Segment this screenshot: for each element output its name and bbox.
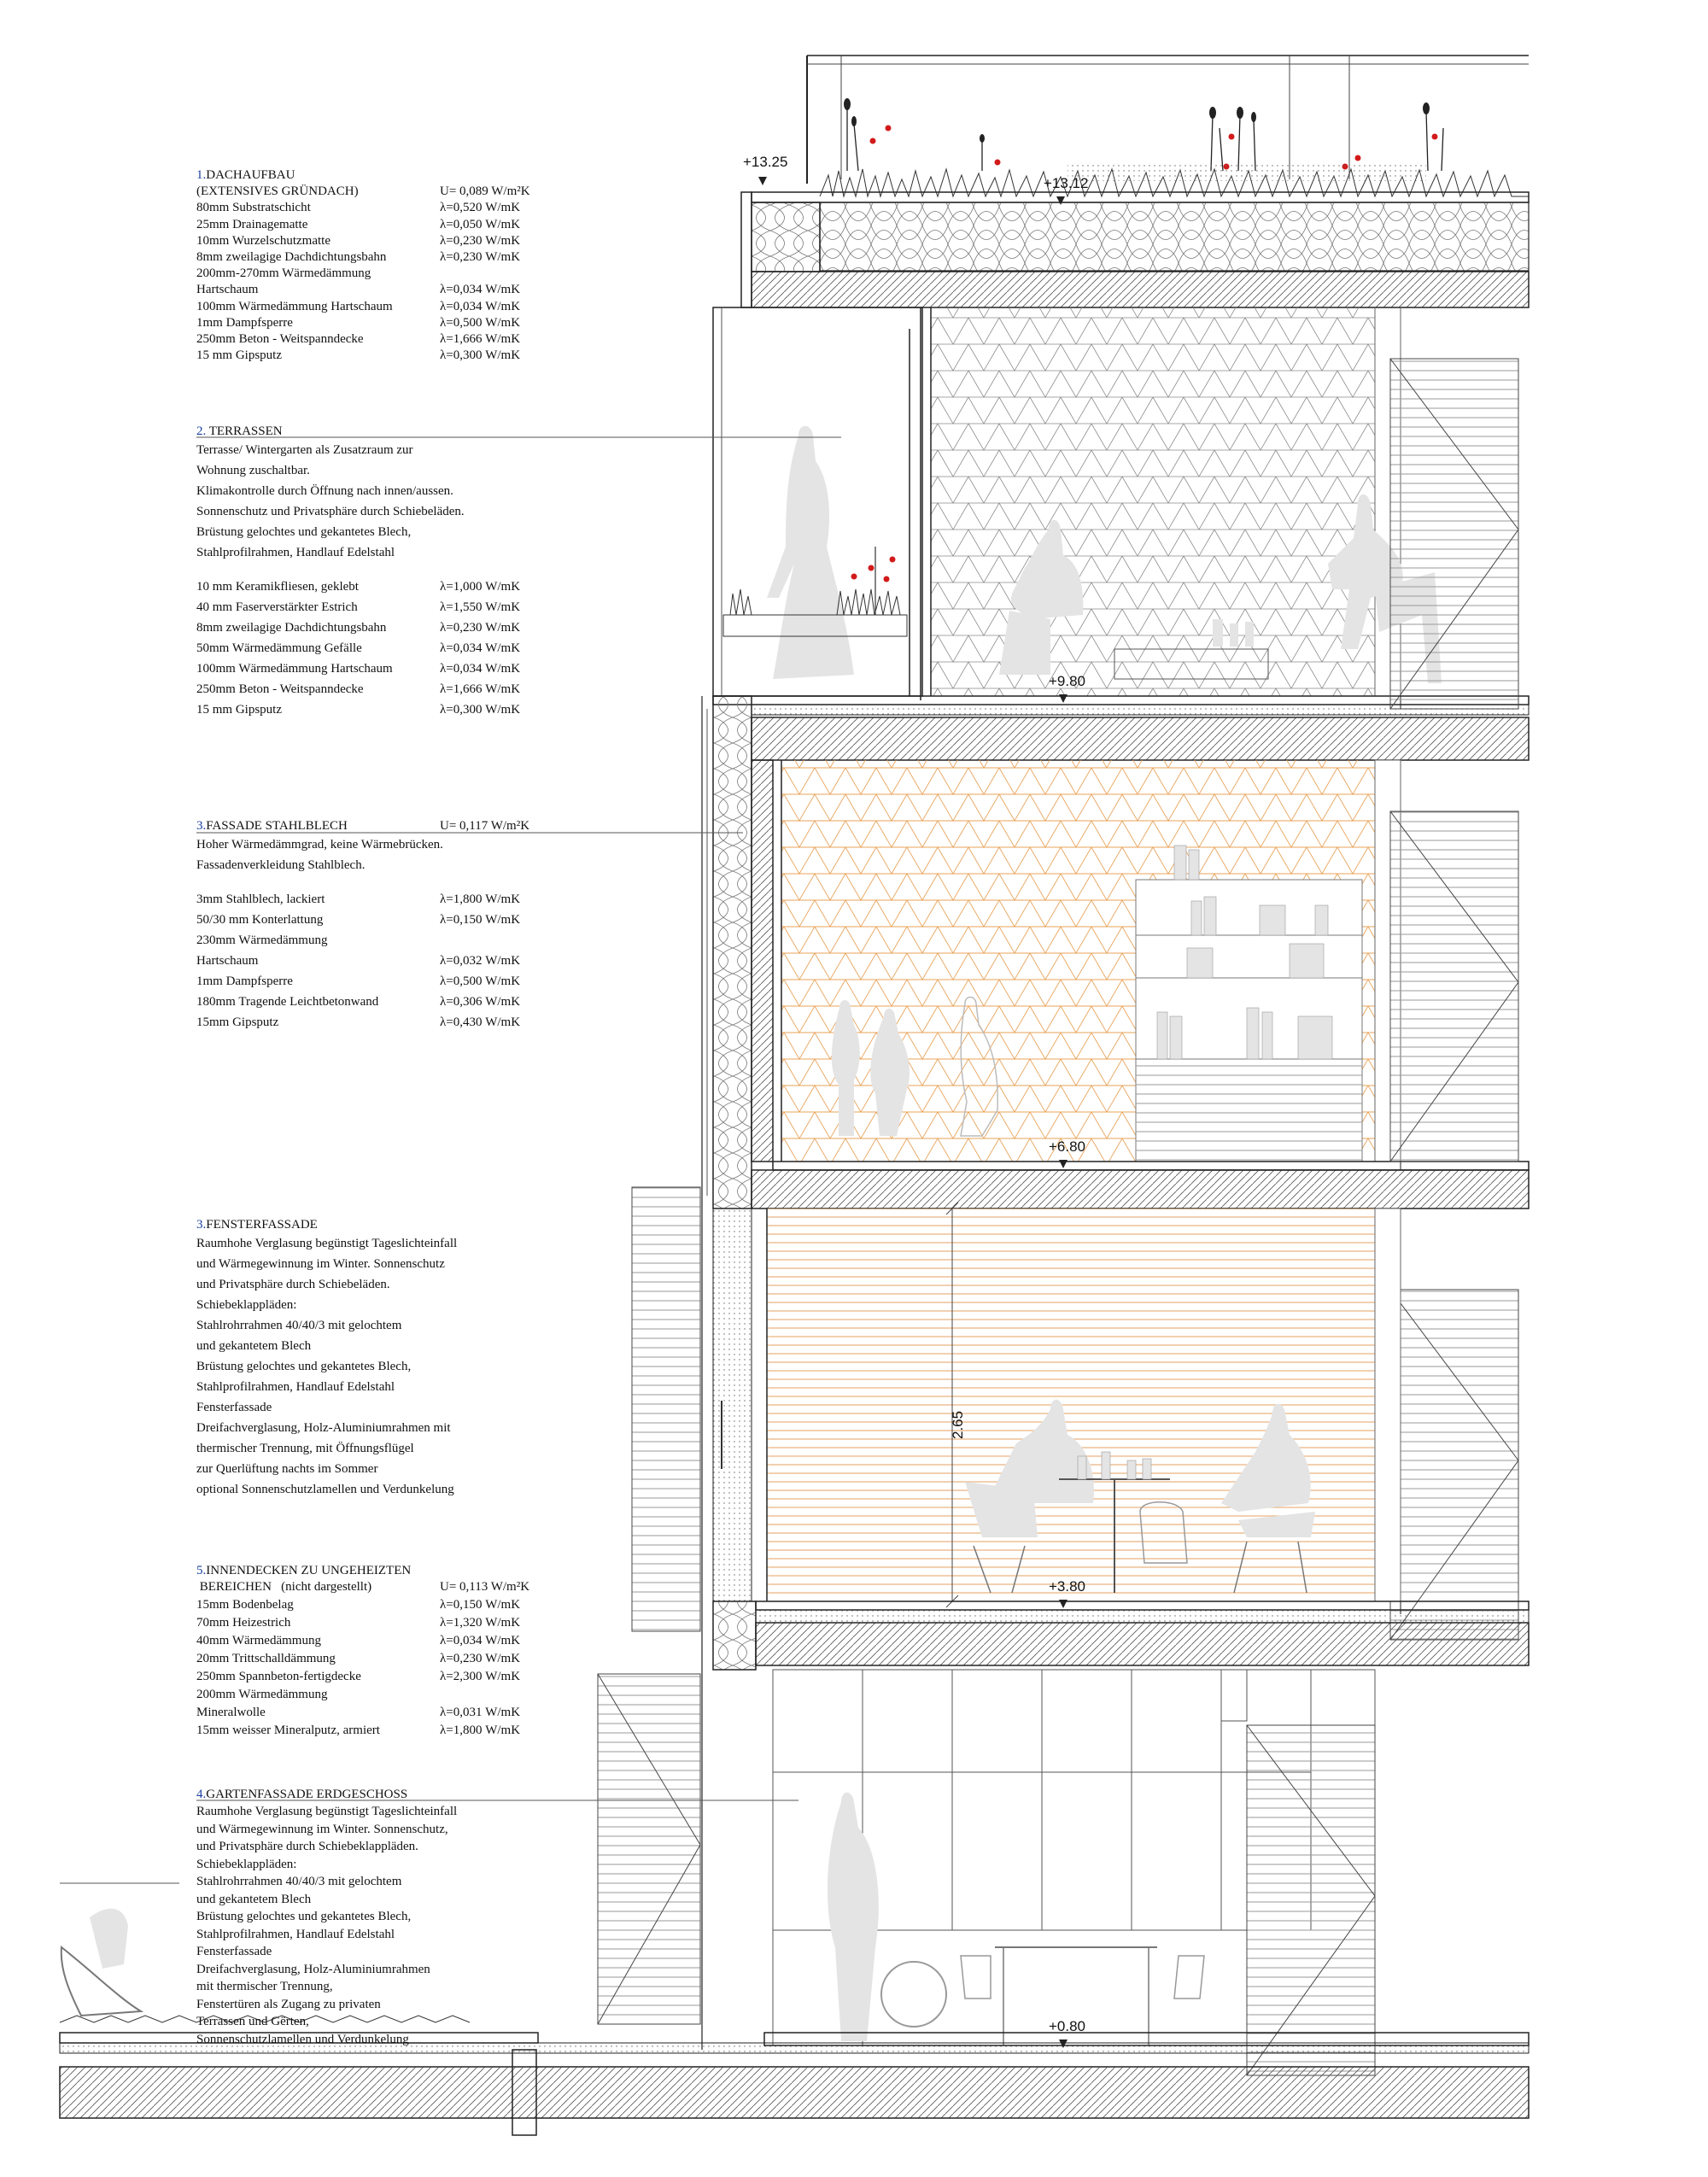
spec-row (196, 1015, 521, 1035)
row-value: λ=0,032 W/mK (440, 954, 521, 969)
roof-slab (741, 192, 1529, 307)
spec-row (196, 600, 521, 620)
spec-row (196, 912, 521, 933)
spec-row (196, 315, 521, 331)
row-label: BEREICHEN (nicht dargestellt) (196, 1580, 372, 1595)
spec-title: TERRASSEN (208, 424, 283, 438)
row-value: λ=0,520 W/mK (440, 201, 521, 215)
row-value: λ=0,034 W/mK (440, 641, 521, 656)
row-value: U= 0,113 W/m²K (440, 1580, 530, 1595)
row-label: 100mm Wärmedämmung Hartschaum (196, 662, 393, 676)
spec-innendecken (196, 1563, 530, 1741)
spec-title: DACHAUFBAU (206, 168, 295, 182)
spec-heading (196, 1217, 457, 1233)
spec-row (196, 249, 521, 266)
spec-desc: und Privatsphäre durch Schiebeläden. (196, 1278, 390, 1292)
spec-row (196, 348, 521, 364)
row-label: 15 mm Gipsputz (196, 703, 282, 717)
spec-desc: optional Sonnenschutzlamellen und Verdunkelung (196, 1483, 454, 1497)
spec-desc: und gekantetem Blech (196, 1339, 312, 1354)
row-label: 15mm weisser Mineralputz, armiert (196, 1723, 380, 1738)
row-label: 70mm Heizestrich (196, 1616, 291, 1630)
row-label: 40mm Wärmedämmung (196, 1634, 321, 1648)
row-value: λ=0,034 W/mK (440, 299, 521, 313)
middle-floor-room (781, 760, 1401, 1162)
row-label: 1mm Dampfsperre (196, 315, 293, 330)
row-value: λ=0,230 W/mK (440, 233, 521, 248)
spec-desc: Fensterfassade (196, 1945, 272, 1959)
spec-title: GARTENFASSADE ERDGESCHOSS (206, 1788, 408, 1801)
spec-row (196, 953, 521, 974)
row-value: λ=0,230 W/mK (440, 621, 521, 635)
window-floor-room (632, 1187, 1401, 1631)
slab-680 (752, 1162, 1529, 1208)
spec-desc: und Wärmegewinnung im Winter. Sonnenschutz (196, 1257, 445, 1272)
row-label: 15mm Bodenbelag (196, 1598, 294, 1612)
spec-desc: Stahlprofilrahmen, Handlauf Edelstahl (196, 1927, 395, 1941)
spec-heading (196, 424, 465, 440)
spec-number: 4. (196, 1788, 207, 1801)
spec-row (196, 1615, 521, 1633)
row-label: 230mm Wärmedämmung (196, 933, 328, 948)
spec-gartenfassade (196, 1787, 457, 2048)
row-label: 250mm Beton - Weitspanndecke (196, 682, 364, 697)
spec-desc: Stahlprofilrahmen, Handlauf Edelstahl (196, 546, 395, 560)
row-label: 80mm Substratschicht (196, 201, 311, 215)
spec-desc: Wohnung zuschaltbar. (196, 464, 310, 478)
row-label: 200mm Wärmedämmung (196, 1688, 328, 1702)
row-value: λ=1,550 W/mK (440, 600, 521, 615)
spec-desc: Klimakontrolle durch Öffnung nach innen/aussen. (196, 484, 453, 499)
spec-row (196, 233, 521, 249)
row-label: 3mm Stahlblech, lackiert (196, 892, 325, 907)
spec-u-value: U= 0,117 W/m²K (440, 819, 530, 833)
row-value: λ=1,800 W/mK (440, 1723, 521, 1738)
row-value: λ=0,430 W/mK (440, 1015, 521, 1030)
row-label: Hartschaum (196, 954, 259, 969)
spec-desc: Brüstung gelochtes und gekantetes Blech, (196, 1910, 412, 1924)
row-value: λ=1,800 W/mK (440, 892, 521, 907)
row-value: λ=2,300 W/mK (440, 1670, 521, 1684)
top-floor-room (921, 307, 1442, 700)
row-label: 250mm Beton - Weitspanndecke (196, 331, 364, 346)
row-value: λ=1,666 W/mK (440, 682, 521, 697)
spec-heading (196, 818, 530, 834)
spec-number: 5. (196, 1564, 207, 1577)
row-label: 15mm Gipsputz (196, 1015, 279, 1030)
row-value: λ=0,050 W/mK (440, 217, 521, 231)
spec-desc: thermischer Trennung, mit Öffnungsflügel (196, 1442, 414, 1456)
level-label-1325: +13.25 (743, 154, 788, 170)
row-value: λ=0,034 W/mK (440, 1634, 521, 1648)
spec-row (196, 1669, 521, 1687)
row-label: 8mm zweilagige Dachdichtungsbahn (196, 249, 387, 264)
spec-row (196, 620, 521, 641)
spec-row (196, 994, 521, 1015)
spec-row (196, 184, 530, 200)
spec-desc: und Privatsphäre durch Schiebeklappläden. (196, 1840, 418, 1854)
spec-row (196, 200, 521, 216)
row-label: 50/30 mm Konterlattung (196, 913, 324, 928)
spec-heading (196, 1787, 457, 1803)
spec-title: FENSTERFASSADE (206, 1218, 318, 1232)
row-label: 100mm Wärmedämmung Hartschaum (196, 299, 393, 313)
spec-desc: und gekantetem Blech (196, 1892, 312, 1906)
spec-desc: Brüstung gelochtes und gekantetes Blech, (196, 525, 412, 540)
row-label: 10mm Wurzelschutzmatte (196, 233, 330, 248)
spec-number: 1. (196, 168, 207, 182)
spec-fensterfassade (196, 1217, 457, 1500)
spec-row (196, 641, 521, 661)
row-label: 200mm-270mm Wärmedämmung (196, 266, 371, 281)
spec-row (196, 702, 521, 723)
spec-terrassen (196, 424, 521, 723)
level-label-1312: +13.12 (1044, 175, 1089, 191)
row-label: 40 mm Faserverstärkter Estrich (196, 600, 358, 615)
row-value: λ=0,031 W/mK (440, 1706, 521, 1720)
spec-desc: Brüstung gelochtes und gekantetes Blech, (196, 1360, 412, 1374)
spec-number: 3. (196, 819, 207, 833)
row-label: Hartschaum (196, 283, 259, 297)
row-value: λ=0,034 W/mK (440, 283, 521, 297)
spec-desc: und Wärmegewinnung im Winter. Sonnenschutz, (196, 1822, 448, 1836)
level-label-380: +3.80 (1049, 1578, 1086, 1595)
spec-desc: Raumhohe Verglasung begünstigt Tageslichteinfall (196, 1805, 458, 1819)
row-value: λ=1,666 W/mK (440, 331, 521, 346)
spec-row (196, 1633, 521, 1651)
spec-desc: Stahlrohrrahmen 40/40/3 mit gelochtem (196, 1875, 402, 1889)
spec-title: INNENDECKEN ZU UNGEHEIZTEN (206, 1564, 412, 1577)
spec-row (196, 682, 521, 702)
row-label: 8mm zweilagige Dachdichtungsbahn (196, 621, 387, 635)
terrace (713, 307, 922, 696)
spec-row (196, 299, 521, 315)
spec-row (196, 892, 521, 912)
row-label: 180mm Tragende Leichtbetonwand (196, 995, 379, 1009)
level-label-980: +9.80 (1049, 673, 1086, 689)
spec-desc: Sonnenschutzlamellen und Verdunkelung (196, 2032, 409, 2046)
spec-desc: Stahlprofilrahmen, Handlauf Edelstahl (196, 1380, 395, 1395)
spec-dachaufbau (196, 167, 530, 364)
spec-row (196, 331, 521, 348)
spec-heading (196, 167, 393, 184)
row-value: U= 0,089 W/m²K (440, 184, 530, 199)
spec-row (196, 282, 521, 298)
roof-garden (807, 56, 1529, 196)
row-label: (EXTENSIVES GRÜNDACH) (196, 184, 359, 199)
row-value: λ=1,000 W/mK (440, 580, 521, 594)
row-value: λ=0,500 W/mK (440, 315, 521, 330)
row-label: 25mm Drainagematte (196, 217, 308, 231)
spec-desc: Dreifachverglasung, Holz-Aluminiumrahmen mit (196, 1421, 451, 1436)
row-value: λ=0,300 W/mK (440, 348, 521, 363)
spec-fassade-stahlblech (196, 818, 530, 1035)
dimension-label-height: 2.65 (950, 1410, 966, 1439)
spec-heading (196, 1563, 411, 1579)
row-label: 20mm Trittschalldämmung (196, 1652, 336, 1666)
row-value: λ=0,300 W/mK (440, 703, 521, 717)
spec-desc: Fenstertüren als Zugang zu privaten (196, 1997, 381, 2011)
row-value: λ=0,500 W/mK (440, 974, 521, 989)
spec-row (196, 1705, 521, 1723)
row-value: λ=0,306 W/mK (440, 995, 521, 1009)
row-label: 10 mm Keramikfliesen, geklebt (196, 580, 359, 594)
spec-desc: Hoher Wärmedämmgrad, keine Wärmebrücken. (196, 838, 443, 852)
slab-380 (713, 1601, 1529, 1670)
level-label-680: +6.80 (1049, 1138, 1086, 1155)
row-value: λ=0,034 W/mK (440, 662, 521, 676)
spec-desc: Fassadenverkleidung Stahlblech. (196, 858, 366, 873)
spec-row (196, 1597, 521, 1615)
row-label: 1mm Dampfsperre (196, 974, 293, 989)
row-value: λ=0,150 W/mK (440, 1598, 521, 1612)
row-value: λ=0,230 W/mK (440, 1652, 521, 1666)
row-value: λ=1,320 W/mK (440, 1616, 521, 1630)
spec-title: FASSADE STAHLBLECH (206, 819, 348, 833)
spec-desc: Sonnenschutz und Privatsphäre durch Schiebeläden. (196, 505, 465, 519)
spec-row (196, 217, 521, 233)
spec-row (196, 1651, 521, 1669)
spec-desc: mit thermischer Trennung, (196, 1980, 333, 1994)
spec-desc: Raumhohe Verglasung begünstigt Tageslichteinfall (196, 1237, 458, 1251)
row-value: λ=0,150 W/mK (440, 913, 521, 928)
spec-desc: Terrassen und Gërten, (196, 2015, 309, 2029)
spec-row (196, 933, 443, 953)
spec-row (196, 579, 521, 600)
spec-row (196, 266, 393, 282)
spec-row (196, 1687, 411, 1705)
row-label: 15 mm Gipsputz (196, 348, 282, 363)
row-label: 250mm Spannbeton-fertigdecke (196, 1670, 361, 1684)
row-label: 50mm Wärmedämmung Gefälle (196, 641, 362, 656)
row-value: λ=0,230 W/mK (440, 249, 521, 264)
level-label-080: +0.80 (1049, 2018, 1086, 2034)
sliding-shutters-right (1390, 359, 1518, 1640)
spec-number: 2. (196, 424, 207, 438)
spec-desc: Terrasse/ Wintergarten als Zusatzraum zur (196, 443, 413, 458)
spec-row (196, 661, 521, 682)
row-label: Mineralwolle (196, 1706, 266, 1720)
spec-desc: Fensterfassade (196, 1401, 272, 1415)
spec-desc: Schiebeklappläden: (196, 1298, 297, 1313)
spec-row (196, 1723, 521, 1741)
spec-row (196, 974, 521, 994)
spec-desc: Dreifachverglasung, Holz-Aluminiumrahmen (196, 1962, 430, 1976)
spec-number: 3. (196, 1218, 207, 1232)
spec-desc: Stahlrohrrahmen 40/40/3 mit gelochtem (196, 1319, 402, 1333)
spec-row (196, 1579, 530, 1597)
spec-desc: zur Querlüftung nachts im Sommer (196, 1462, 378, 1477)
spec-desc: Schiebeklappläden: (196, 1857, 297, 1871)
